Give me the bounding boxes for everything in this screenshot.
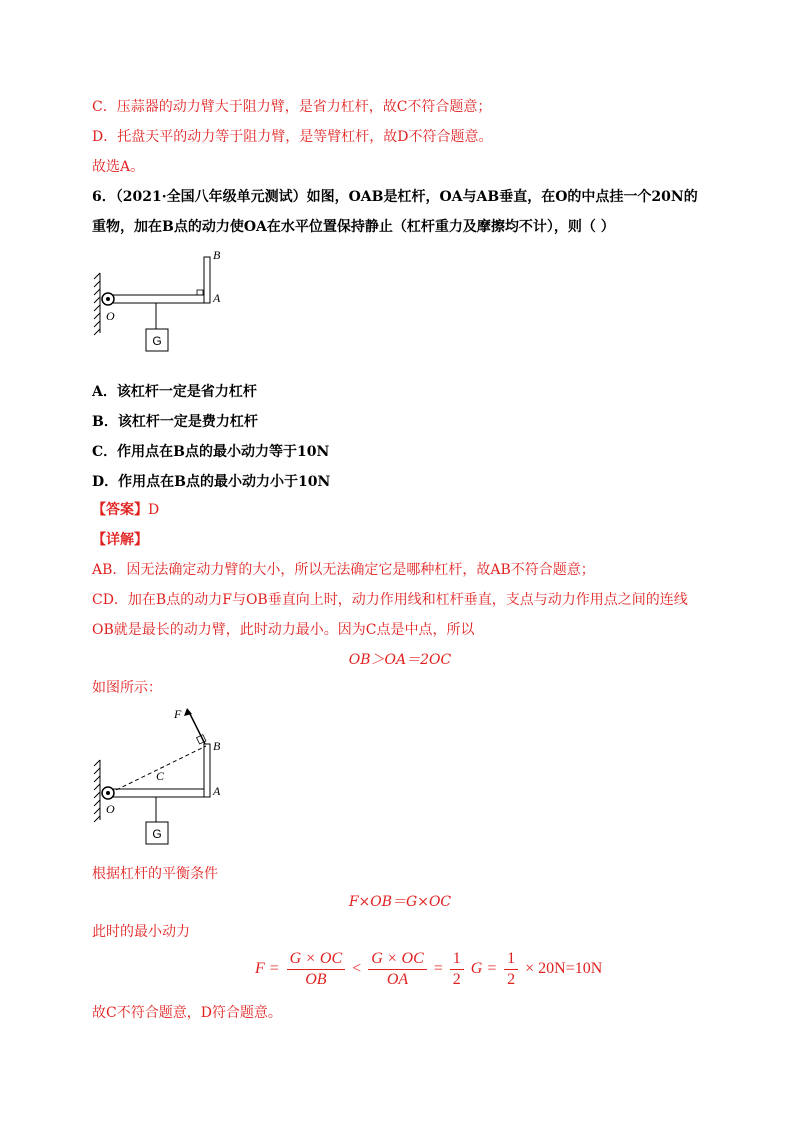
- point-o-label: O: [106, 309, 115, 323]
- min-force-formula: [255, 947, 602, 991]
- formula-lhs: F =: [255, 960, 280, 977]
- prev-conclusion: 故选A。: [92, 159, 145, 175]
- right-angle-mark: [197, 290, 203, 295]
- point-o-label: O: [106, 802, 115, 816]
- final-conclusion: 故C不符合题意，D符合题意。: [92, 1005, 282, 1021]
- point-b-label: B: [213, 739, 221, 753]
- option-b: B．该杠杆一定是费力杠杆: [92, 414, 258, 430]
- inequality: OB＞OA＝2OC: [348, 652, 452, 668]
- equals-sign: =: [433, 960, 443, 977]
- detail-ab: AB．因无法确定动力臂的大小，所以无法确定它是哪种杠杆，故AB不符合题意；: [92, 562, 595, 578]
- option-d: D．作用点在B点的最小动力小于10N: [92, 474, 331, 490]
- fraction-g-oc-over-ob: $\frac{G \times OC}{OB}$: [287, 949, 346, 990]
- option-a: A．该杠杆一定是省力杠杆: [92, 384, 257, 400]
- lever-ab: [204, 257, 210, 303]
- detail-cd-line-1: CD．加在B点的动力F与OB垂直向上时，动力作用线和杠杆垂直，支点与动力作用点之间的连线: [92, 592, 688, 608]
- detail-cd-line-2: OB就是最长的动力臂，此时动力最小。因为C点是中点，所以: [92, 622, 475, 638]
- point-a-label: A: [213, 784, 221, 798]
- formula-g: G =: [470, 960, 498, 977]
- wall-hatching: [94, 760, 100, 822]
- less-than-sign: <: [352, 960, 362, 977]
- fraction-one-half: $\frac{1}{2}$: [450, 949, 464, 990]
- question-line-1: 6．（2021·全国八年级单元测试）如图，OAB是杠杆，OA与AB垂直，在O的中点挂一个20N的: [92, 189, 698, 205]
- lever-ab: [204, 744, 210, 797]
- prev-option-c-explanation: C．压蒜器的动力臂大于阻力臂，是省力杠杆，故C不符合题意；: [92, 99, 492, 115]
- answer-value: D: [148, 502, 160, 518]
- prev-option-d-explanation: D．托盘天平的动力等于阻力臂，是等臂杠杆，故D不符合题意。: [92, 129, 493, 145]
- as-shown-caption: 如图所示：: [92, 680, 162, 696]
- point-b-label: B: [213, 248, 221, 262]
- answer-tag: 【答案】: [92, 502, 148, 518]
- point-c-label: C: [156, 769, 165, 783]
- force-f-label: F: [174, 707, 182, 721]
- lever-force-diagram: [92, 702, 242, 847]
- lever-oa: [108, 789, 210, 797]
- question-line-2: 重物，加在B点的动力使OA在水平位置保持静止（杠杆重力及摩擦均不计），则（ ）: [92, 219, 615, 235]
- point-a-label: A: [213, 291, 221, 305]
- answer-line: [92, 500, 159, 520]
- min-force-intro: 此时的最小动力: [92, 924, 190, 940]
- wall-hatching: [94, 273, 100, 335]
- formula-tail: × 20N=10N: [525, 960, 603, 977]
- lever-diagram: [92, 245, 232, 360]
- detail-tag: 【详解】: [92, 532, 148, 548]
- weight-label: G: [152, 334, 162, 348]
- balance-equation: F×OB＝G×OC: [348, 894, 452, 910]
- balance-intro: 根据杠杆的平衡条件: [92, 866, 218, 882]
- fraction-g-oc-over-oa: $\frac{G \times OC}{OA}$: [368, 949, 427, 990]
- lever-oa: [108, 295, 210, 303]
- weight-label: G: [152, 827, 162, 841]
- option-c: C．作用点在B点的最小动力等于10N: [92, 444, 330, 460]
- fraction-one-half-2: $\frac{1}{2}$: [504, 949, 518, 990]
